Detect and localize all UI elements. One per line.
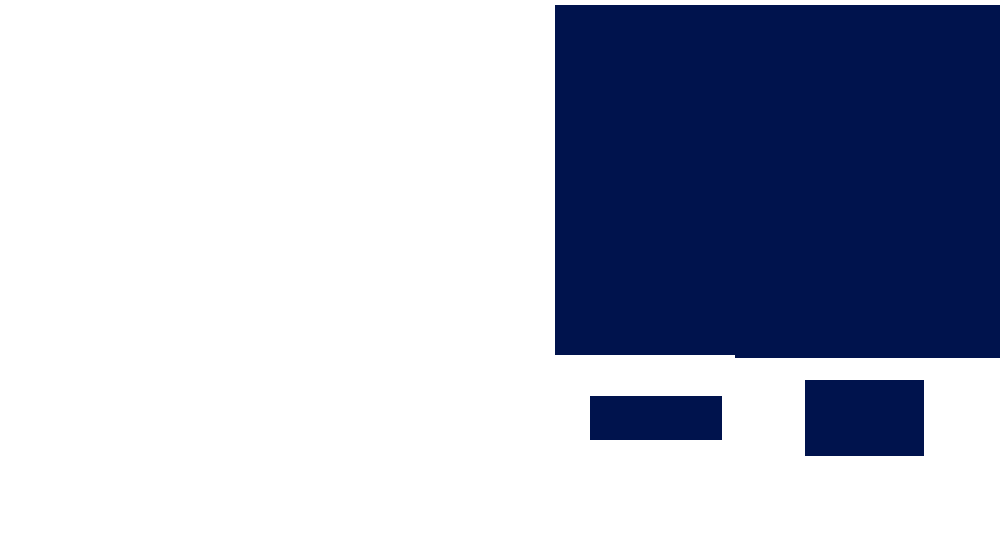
primary-panel-extension[interactable] xyxy=(735,339,1000,358)
right-tile[interactable] xyxy=(805,380,924,456)
left-tile[interactable] xyxy=(590,396,722,440)
primary-panel[interactable] xyxy=(555,5,1000,355)
